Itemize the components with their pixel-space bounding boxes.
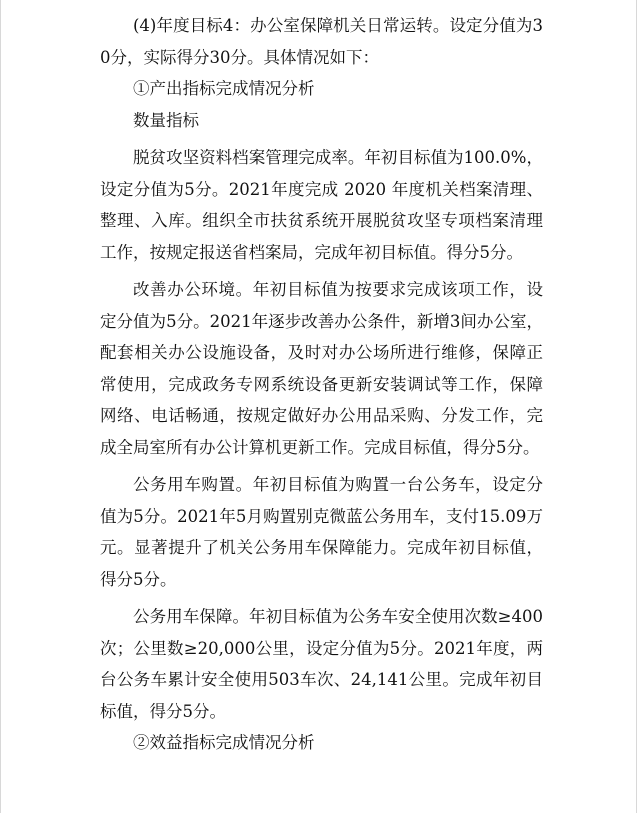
- paragraph-archives: 脱贫攻坚资料档案管理完成率。年初目标值为100.0%，设定分值为5分。2021年度完成 2020 年度机关档案清理、整理、入库。组织全市扶贫系统开展脱贫攻坚专项档案清理工作，按规定报送省档案局，完成年初目标值。得分5分。: [100, 148, 543, 262]
- heading-quantity-indicators: 数量指标: [133, 110, 199, 130]
- paragraph-car-purchase: 公务用车购置。年初目标值为购置一台公务车，设定分值为5分。2021年5月购置别克微蓝公务用车，支付15.09万元。显著提升了机关公务用车保障能力。完成年初目标值，得分5分。: [100, 475, 543, 589]
- document-body: [100, 10, 543, 759]
- heading-output-indicators: ①产出指标完成情况分析: [133, 79, 315, 98]
- paragraph-goal-4: (4)年度目标4：办公室保障机关日常运转。设定分值为30分，实际得分30分。具体情况如下：: [100, 16, 543, 67]
- paragraph-office-environment: 改善办公环境。年初目标值为按要求完成该项工作，设定分值为5分。2021年逐步改善办公条件，新增3间办公室，配套相关办公设施设备，及时对办公场所进行维修，保障正常使用，完成政务专网系统设备更新安装调试等工作，保障网络、电话畅通，按规定做好办公用品采购、分发工作，完成全局室所有办公计算机更新工作。完成目标值，得分5分。: [100, 280, 543, 457]
- paragraph-car-safety: 公务用车保障。年初目标值为公务车安全使用次数≥400次；公里数≥20,000公里，设定分值为5分。2021年度，两台公务车累计安全使用503车次、24,141公里。完成年初目标值，得分5分。: [100, 607, 543, 721]
- heading-benefit-indicators: ②效益指标完成情况分析: [133, 733, 315, 752]
